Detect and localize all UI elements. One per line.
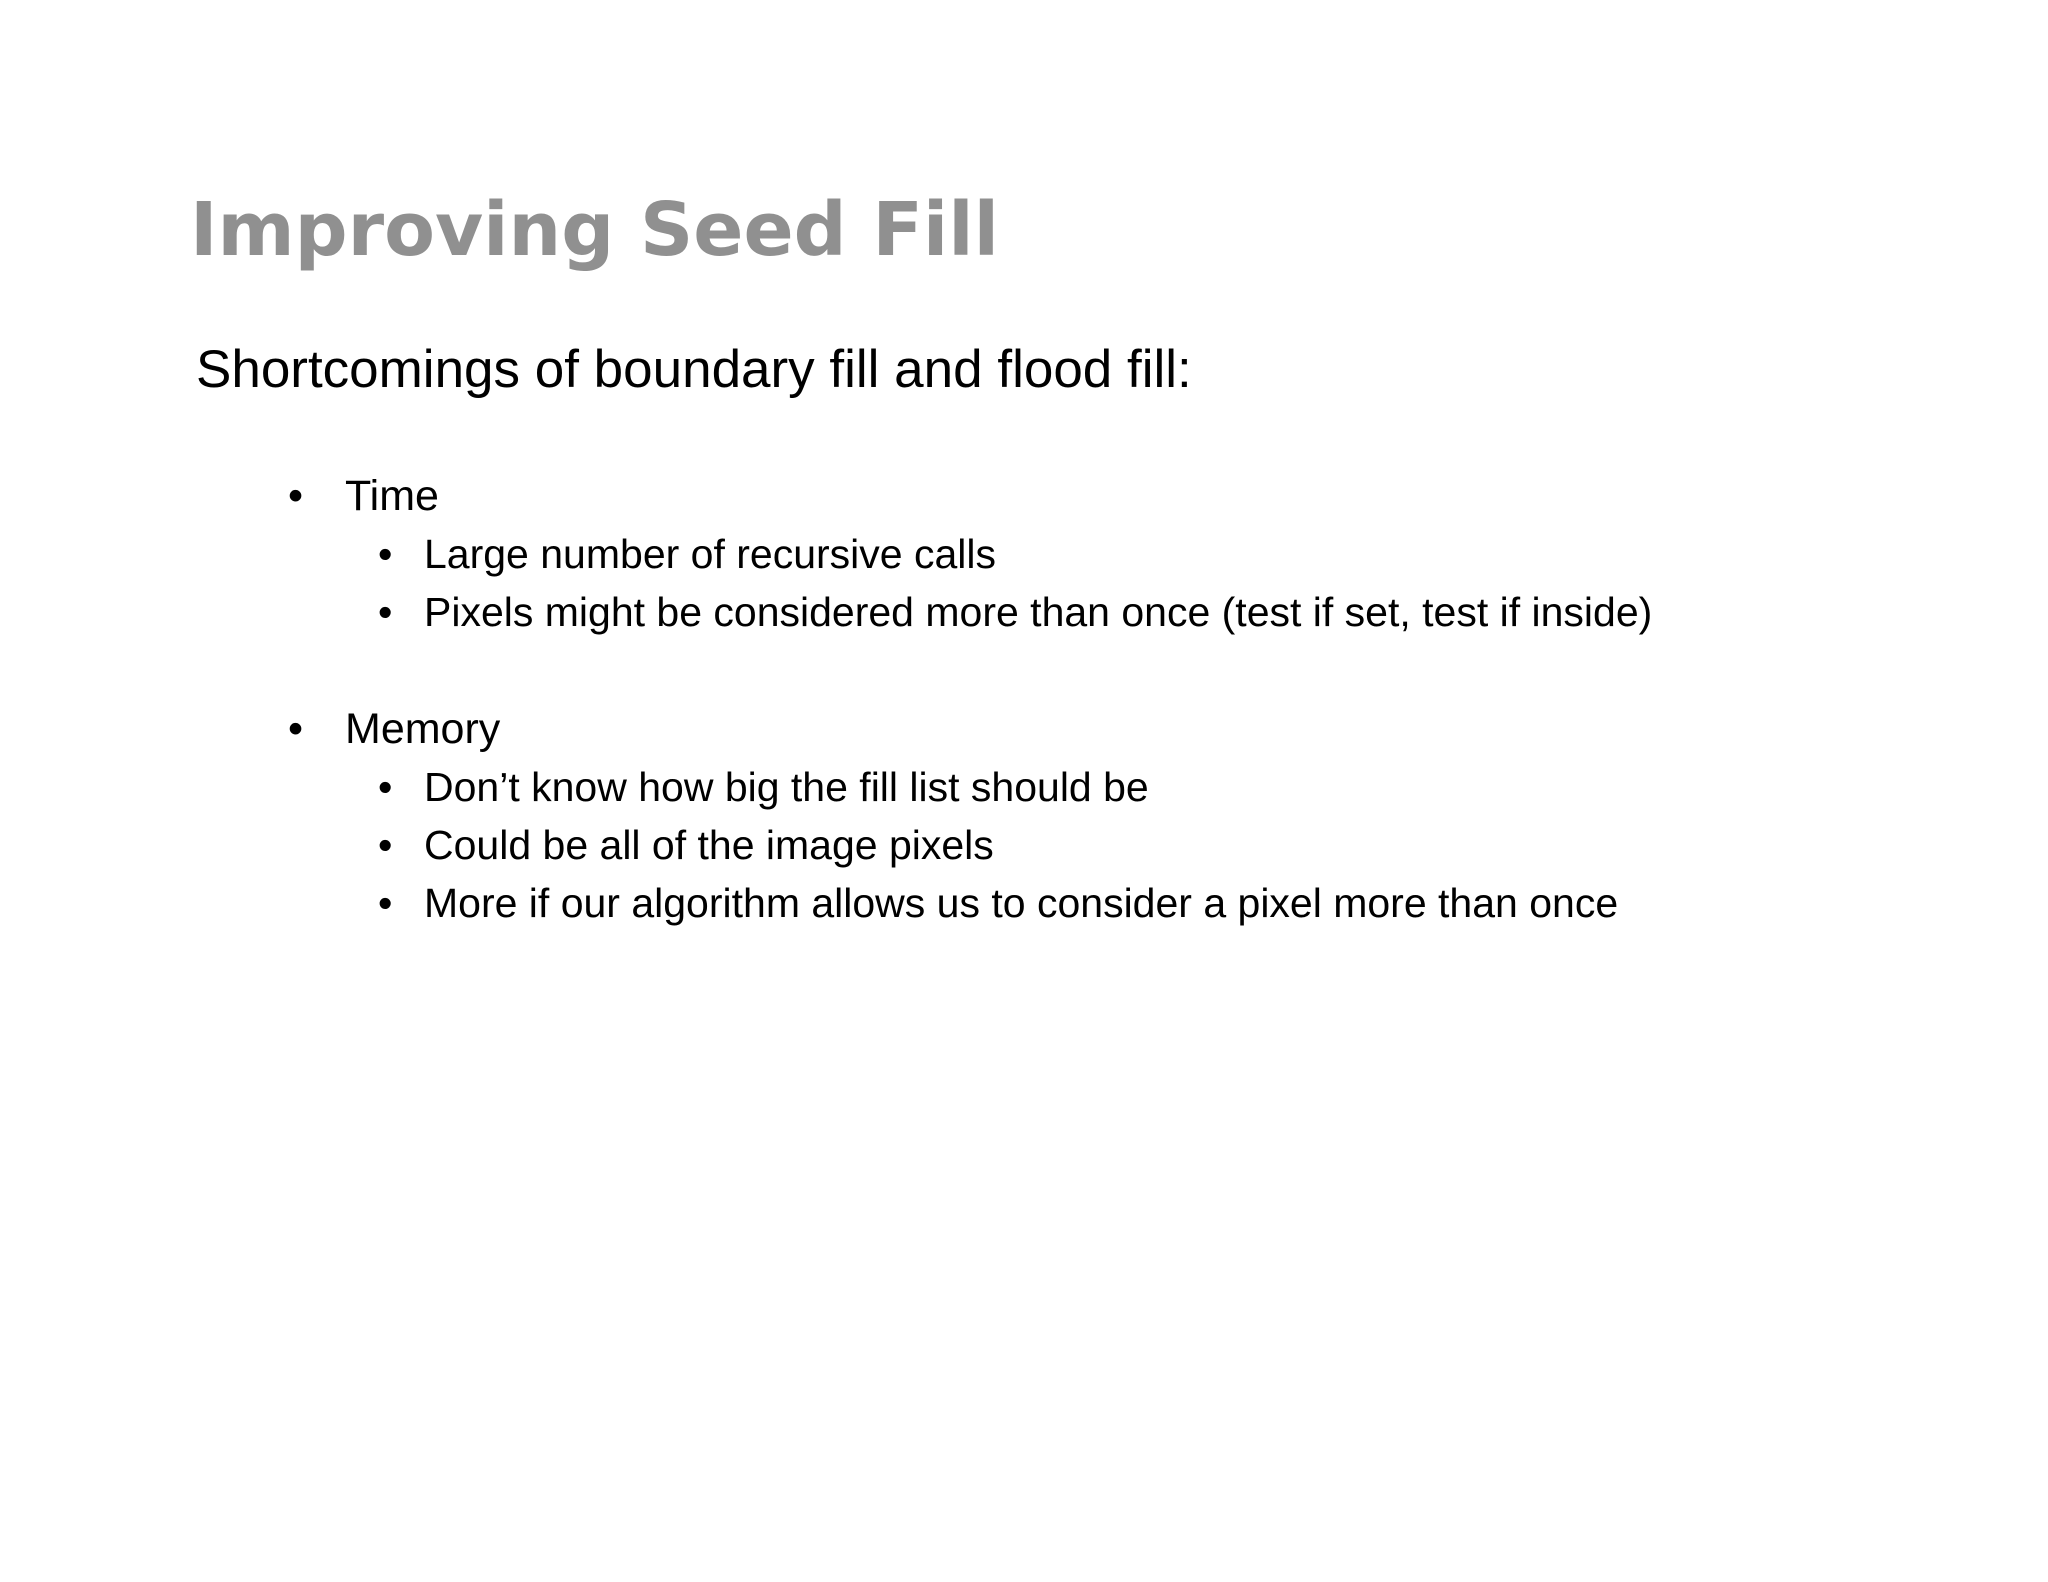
- sub-bullet-item: [0, 816, 2048, 874]
- bullet-item-time: [0, 467, 2048, 525]
- bullet-dot-icon: •: [378, 822, 393, 868]
- bullet-dot-icon: •: [378, 531, 393, 577]
- sub-bullet-item: [0, 874, 2048, 932]
- bullet-text-memory: Memory: [345, 705, 501, 753]
- slide-subtitle: Shortcomings of boundary fill and flood fill:: [196, 340, 1192, 399]
- bullet-text-time: Time: [345, 472, 439, 520]
- sub-bullet-text: Large number of recursive calls: [424, 531, 996, 577]
- bullet-group-time: [0, 467, 2048, 641]
- sub-bullet-text: More if our algorithm allows us to consider a pixel more than once: [424, 880, 1619, 926]
- bullet-dot-icon: •: [378, 764, 393, 810]
- slide-title: Improving Seed Fill: [190, 187, 1000, 273]
- sub-bullet-text: Pixels might be considered more than once (test if set, test if inside): [424, 589, 1653, 635]
- sub-bullet-text: Could be all of the image pixels: [424, 822, 994, 868]
- sub-bullet-item: [0, 583, 2048, 641]
- bullet-dot-icon: •: [288, 705, 304, 753]
- bullet-group-memory: [0, 700, 2048, 932]
- bullet-item-memory: [0, 700, 2048, 758]
- sub-bullet-item: [0, 525, 2048, 583]
- sub-bullet-text: Don’t know how big the fill list should be: [424, 764, 1149, 810]
- sub-bullet-item: [0, 758, 2048, 816]
- bullet-dot-icon: •: [288, 472, 304, 520]
- bullet-dot-icon: •: [378, 880, 393, 926]
- bullet-dot-icon: •: [378, 589, 393, 635]
